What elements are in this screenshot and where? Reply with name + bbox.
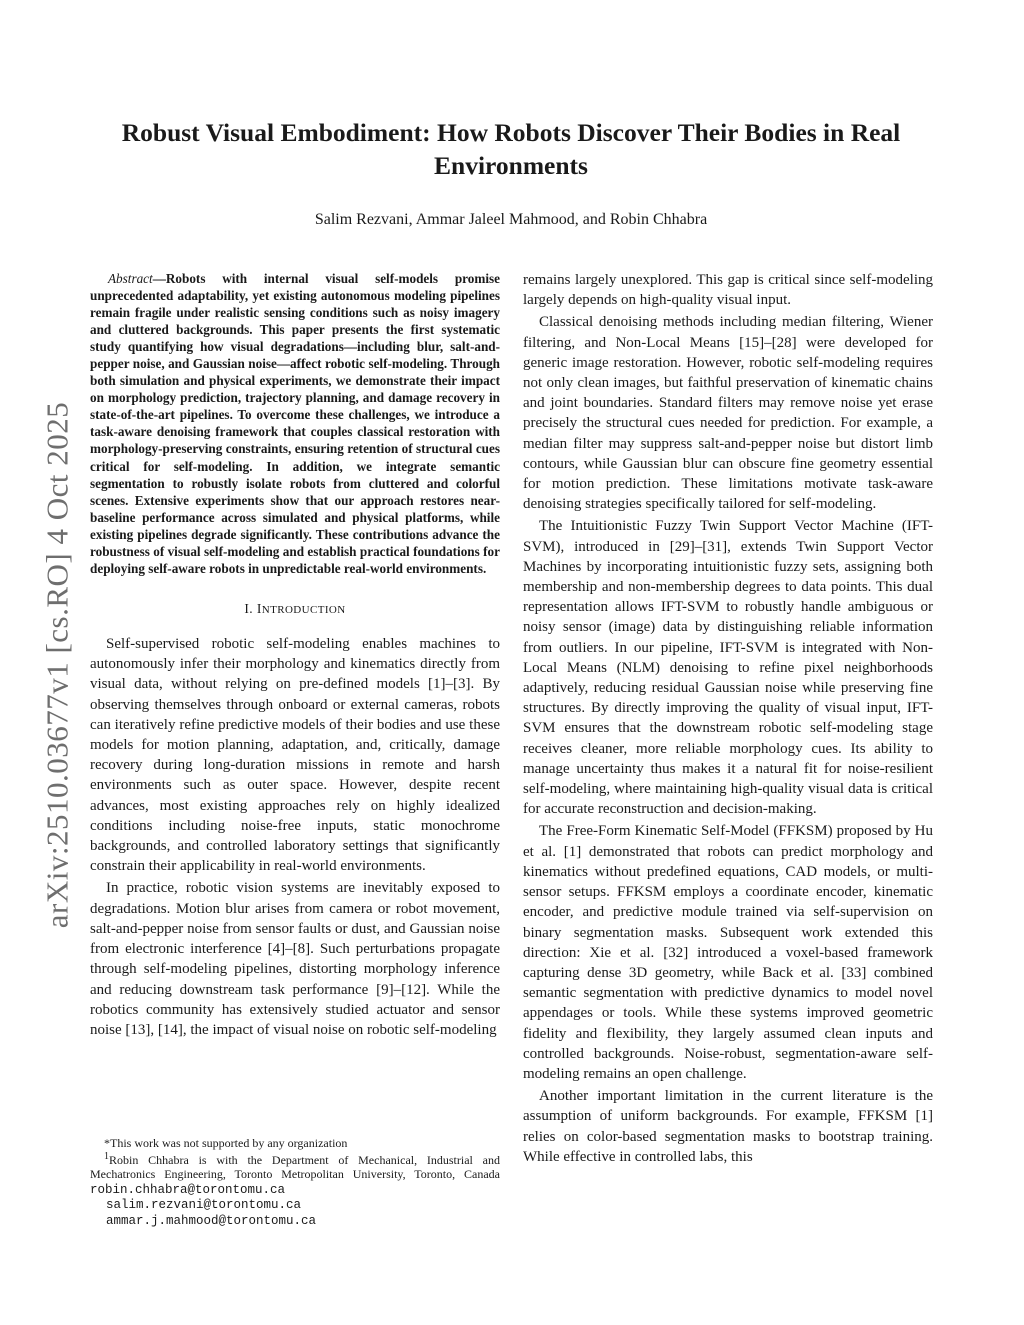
section-number: I.	[244, 600, 254, 616]
arxiv-sidebar	[39, 380, 74, 950]
email-link[interactable]: ammar.j.mahmood@torontomu.ca	[106, 1213, 317, 1228]
section-title: INTRODUCTION	[256, 600, 346, 616]
footnote-funding: *This work was not supported by any organization	[104, 1136, 348, 1150]
paragraph-ffksm: The Free-Form Kinematic Self-Model (FFKSM) proposed by Hu et al. [1] demonstrated that robots can predict morphology and kinematics without predefined equations, CAD models, or multi-sensor setups. FFKSM employs a coordinate encoder, kinematic encoder, and predictive module trained via self-supervision on binary segmentation masks. Subsequent work extended this direction: Xie et al. [32] introduced a voxel-based framework capturing dense 3D geometry, while Back et al. [33] combined semantic segmentation with predictive dynamics to model novel appendages or tools. While these systems improved geometric fidelity and flexibility, they largely assumed clean inputs and controlled backgrounds. Noise-robust, segmentation-aware self-modeling remains an open challenge.	[523, 823, 933, 1082]
email-link[interactable]: salim.rezvani@torontomu.ca	[106, 1197, 302, 1212]
paragraph-denoising: Classical denoising methods including median filtering, Wiener filtering, and Non-Local Means [15]–[28] were developed for generic image restoration. However, robotic self-modeling requires not only clean images, but faithful preservation of kinematic chains and joint boundaries. Standard filters may remove noise yet erase precisely the structural cues needed for prediction. For example, a median filter may suppress salt-and-pepper noise but distort limb contours, while Gaussian blur can obscure fine geometry essential for motion prediction. These limitations motivate task-aware denoising strategies specifically tailored for self-modeling.	[523, 314, 933, 513]
section-heading	[90, 599, 500, 620]
paragraph-continuation: remains largely unexplored. This gap is critical since self-modeling largely depends on high-quality visual input.	[523, 272, 933, 309]
arxiv-identifier: arXiv:2510.03677v1 [cs.RO] 4 Oct 2025	[39, 401, 74, 929]
intro-paragraph-1: Self-supervised robotic self-modeling enables machines to autonomously infer their morphology and kinematics directly from visual data, without relying on pre-defined models [1]–[3]. By observing themselves through onboard or external cameras, robots can iteratively refine predictive models of their bodies and use these models for motion planning, adaptation, and, critically, damage recovery during long-duration missions in remote and harsh environments such as outer space. However, despite recent advances, most existing approaches rely on highly idealized conditions including noise-free inputs, static monochrome backgrounds, and controlled laboratory settings that significantly constrain their applicability in real-world environments.	[90, 636, 500, 875]
abstract	[90, 270, 500, 577]
footnote-affiliation	[90, 1150, 500, 1197]
left-column	[90, 270, 500, 1042]
abstract-text: —Robots with internal visual self-models promise unprecedented adaptability, yet existing autonomous modeling pipelines remain fragile under realistic sensing conditions such as noisy imagery and cluttered backgrounds. This paper presents the first systematic study quantifying how visual degradations—including blur, salt-and-pepper noise, and Gaussian noise—affect robotic self-modeling. Through both simulation and physical experiments, we demonstrate their impact on morphology prediction, trajectory planning, and damage recovery in state-of-the-art pipelines. To overcome these challenges, we introduce a task-aware denoising framework that couples classical restoration with morphology-preserving constraints, ensuring retention of structural cues critical for self-modeling. In addition, we integrate semantic segmentation to robustly isolate robots from cluttered and colorful scenes. Extensive experiments show that our approach restores near-baseline performance across simulated and physical platforms, while existing pipelines degrade significantly. These contributions advance the robustness of visual self-modeling and establish practical foundations for deploying self-aware robots in unpredictable real-world environments.	[90, 271, 500, 576]
right-column	[523, 270, 933, 1169]
email-link[interactable]: robin.chhabra@torontomu.ca	[90, 1182, 286, 1197]
paper-title: Robust Visual Embodiment: How Robots Discover Their Bodies in Real Environments	[121, 118, 901, 180]
footnote-marker: 1	[104, 1151, 109, 1163]
paragraph-backgrounds: Another important limitation in the current literature is the assumption of uniform backgrounds. For example, FFKSM [1] relies on color-based segmentation masks to bootstrap training. While effective in controlled labs, this	[523, 1088, 933, 1165]
paper-authors: Salim Rezvani, Ammar Jaleel Mahmood, and Robin Chhabra	[314, 211, 708, 228]
paragraph-ift-svm: The Intuitionistic Fuzzy Twin Support Vector Machine (IFT-SVM), introduced in [29]–[31], extends Twin Support Vector Machines by incorporating intuitionistic fuzzy sets, assigning both membership and non-membership degrees to data points. This dual representation allows IFT-SVM to robustly handle ambiguous or noisy sensor (image) data by distinguishing reliable information from outliers. In our pipeline, IFT-SVM is integrated with Non-Local Means (NLM) denoising to refine pixel neighborhoods adaptively, reducing residual Gaussian noise while preserving fine structures. By directly improving the quality of visual input, IFT-SVM ensures that the downstream robotic self-modeling stage receives cleaner, more reliable morphology cues. Its ability to manage uncertainty thus makes it a natural fit for noise-resilient self-modeling, where maintaining high-quality visual data is critical for accurate reconstruction and decision-making.	[523, 518, 933, 818]
footnotes	[90, 1136, 500, 1229]
affiliation-text: Robin Chhabra is with the Department of Mechanical, Industrial and Mechatronics Engineering, Toronto Metropolitan University, Toronto, Canada	[90, 1153, 500, 1182]
abstract-label: Abstract	[108, 271, 153, 286]
intro-paragraph-2: In practice, robotic vision systems are inevitably exposed to degradations. Motion blur arises from camera or robot movement, salt-and-pepper noise from sensor faults or dust, and Gaussian noise from electronic interference [4]–[8]. Such perturbations propagate through self-modeling pipelines, distorting morphology inference and reducing downstream task performance [9]–[12]. While the robotics community has extensively studied actuator and sensor noise [13], [14], the impact of visual noise on robotic self-modeling	[90, 880, 500, 1038]
